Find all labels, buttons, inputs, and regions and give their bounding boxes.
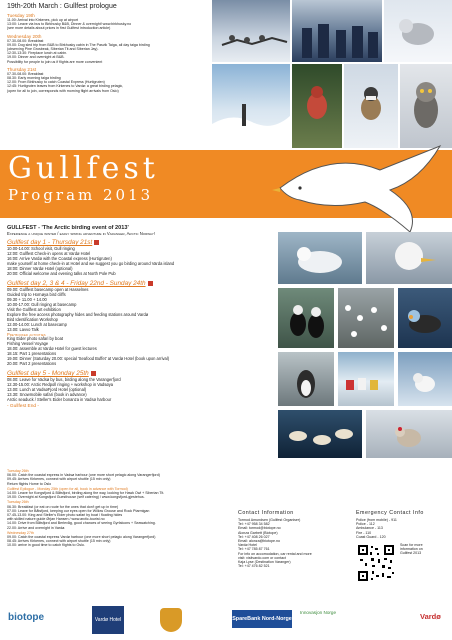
- logo-biotope: biotope: [8, 612, 45, 623]
- program-day-title-text: Gullfest day 2, 3 & 4 - Friday 22nd - Sunday 24th: [7, 279, 146, 287]
- contact-line: Tel: +47 958 34 582: [238, 522, 270, 527]
- contact-line: visit: visitvardo.com or contact: [238, 555, 286, 560]
- program-day-title: [7, 370, 269, 377]
- logo-vardo: Vardø: [420, 612, 441, 621]
- photo-gull-in-snow: [384, 0, 452, 62]
- prologue-day-label: Thursday 21st: [7, 66, 37, 72]
- epilogue-list: [7, 469, 222, 548]
- contact-line: Tel: +47 785 87 761: [238, 547, 270, 552]
- program-line: 12:00: Gullfest Check-in opens at Vardø Hotel: [7, 251, 91, 257]
- emergency-line: Police (from mobile) - 911: [356, 518, 397, 522]
- contact-line: Vardø Hotel: [238, 543, 257, 548]
- photo-dog-sled: [212, 0, 290, 62]
- emergency-line: Police - 112: [356, 522, 375, 527]
- program-line: 10.00-14.00: School visit, Gull ringing: [7, 246, 75, 252]
- epilogue-line: with skilled nature guide Ørjan Hansen / www.arctic-tourist.no: [7, 517, 105, 522]
- program-days: [7, 239, 269, 403]
- contact-line: Email: alonza@biotope.no: [238, 539, 281, 544]
- program-line: Fishing Vessel Voyage: [7, 341, 49, 347]
- program-line: Explore the free access photography hides and feeding stations around Vardø: [7, 311, 149, 317]
- program-line: Visit the Gullfest art exhibition: [7, 306, 61, 312]
- contact-line: Alonza Garbett (Biotope): [238, 530, 278, 535]
- emergency-line: Coast Guard - 120: [356, 534, 386, 539]
- epilogue-line: 06.00: Catch the coastal express in Vadsø harbour (one more short pelagic along Varangerfjord): [7, 473, 160, 478]
- photo-puffins: [278, 288, 334, 348]
- epilogue-line: 10.00: arrive in good time to catch flights to Oslo.: [7, 543, 85, 548]
- epilogue-label: Wednesday 27th: [7, 530, 34, 535]
- emergency-heading: Emergency Contact Info: [356, 510, 424, 516]
- photo-pine-grosbeak: [292, 64, 342, 148]
- day-marker-icon: [148, 281, 153, 286]
- prologue-line: 12:45: Hurtigruten leaves from Kirkenes to Vardø: a great birding pelagic,: [7, 84, 124, 89]
- photo-snowy-landscape: [212, 64, 290, 148]
- program-day-title: [7, 239, 269, 246]
- right-photo-column: [278, 232, 452, 502]
- contact-info: [238, 510, 348, 568]
- prologue-days: [7, 13, 212, 93]
- intro-headline: GULLFEST - 'The Arctic birding event of 2013': [7, 225, 129, 231]
- program-line: 20.00: Part 2 presentations: [7, 361, 57, 367]
- prologue-day-label: Wednesday 20th: [7, 33, 42, 39]
- contact-lines: [238, 518, 348, 568]
- epilogue-line: 08.45: Arrives Kirkenes, connect with airport shuttle (15 min only): [7, 539, 111, 544]
- prologue-line: Possibility for people to join us if flights are more convenient: [7, 59, 103, 64]
- gull-illustration: [270, 140, 445, 240]
- program-line: 18.00: assemble at Vardø Hotel for guest lectures: [7, 346, 97, 352]
- epilogue-label: Tuesday 26th: [7, 500, 29, 505]
- photo-siberian-tit: [344, 64, 398, 148]
- photo-king-eider: [398, 288, 452, 348]
- prologue-line: (open for all to join, corresponds with morning flight arrivals from Oslo): [7, 88, 119, 93]
- top-photo-collage: [212, 0, 452, 150]
- program-line: King Eider photo safari by boat: [7, 336, 63, 342]
- prologue-line: 08.30: Early morning taiga birding: [7, 76, 61, 81]
- photo-stellers-eider: [278, 410, 362, 458]
- program-line: 13.30: Snowmobile safari (book in advance): [7, 392, 87, 398]
- prologue-line: 13:00: Leave via bus to Birkhusky B&B, Dinner & overnight! www.birkhusky.no: [7, 22, 132, 27]
- program-line: Pre-booked activities: [7, 331, 46, 337]
- program-line: 13.00: Lavvo Talk: [7, 326, 39, 332]
- contact-heading: Contact Information: [238, 510, 294, 516]
- prologue-line: 12.00: From Birkhusky to catch Coastal Express (Hurtigruten): [7, 80, 105, 85]
- epilogue-line: 22.00: Arrive and overnight in Vardø.: [7, 525, 66, 530]
- epilogue-line: 07.00: Leave for Båtsfjord, keeping our eyes open for Willow Grouse and Rock Ptarmigan: [7, 508, 150, 513]
- program-line: Bird Identification Workshop: [7, 316, 58, 322]
- program-day-title-text: Gullfest day 5 - Monday 25th: [7, 370, 89, 378]
- intro-tagline: Experience a unique winter / early spring adventure in Varanger, Arctic Norway!: [7, 231, 155, 237]
- epilogue-line: 09.00: Catch the coastal express Vardø harbour (one more short pelagic along Varangerfjord): [7, 535, 156, 540]
- qr-caption: Scan for more information on Gullfest 2013: [400, 543, 423, 556]
- epilogue-line: 19.00: Overnight at Kongsfjord Guesthouse (self catering) / www.kongsfjord-gjestehus.: [7, 495, 145, 500]
- contact-line: Tormod Amundsen (Gullfest Organiser): [238, 518, 301, 522]
- prologue-line: 12:30-13:30: Fireplace lunch at cabin.: [7, 51, 68, 56]
- epilogue-line: 14.00: Leave for Kongsfjord & Båtsfjord, birding along the way, looking for Hawk Owl + Siberian Tit.: [7, 491, 165, 496]
- program-line: 12.00-14.00: Lunch at basecamp: [7, 321, 67, 327]
- gullfest-end: - Gullfest End -: [7, 403, 39, 409]
- program-line: 19.00: Dinner (Saturday 20.00: special 'Seafood Buffet' at Vardø Hotel (book upon arrival): [7, 356, 170, 362]
- prologue-line: 09.00: Dog sled trip from B&B to Birkhusky cabin in The Pasvik Taiga, all day taiga birding: [7, 42, 150, 47]
- prologue-heading: 19th-20th March : Gullfest prologue: [7, 3, 117, 10]
- program-line: 16:00: Arrive Vardø with the Coastal express (Hurtigruten): [7, 256, 112, 262]
- photo-gull-portrait: [366, 232, 452, 284]
- program-line: 18:00: Dinner Vardø Hotel (optional): [7, 266, 73, 272]
- prologue-line: (observing Pine Grosbeak, Siberian Tit and Siberian Jay).: [7, 47, 99, 52]
- contact-line: For info on accomodation, car rental and more: [238, 551, 312, 556]
- program-line: Arctic seaduck / Steller's Eider bonanza in Vadsø harbour: [7, 396, 112, 402]
- event-title: Gullfest: [8, 151, 159, 186]
- prologue-line: 07.30-08.00: Breakfast: [7, 71, 44, 76]
- photo-vardo-coast: [338, 352, 394, 406]
- epilogue-label: Gullfest Epilogue - Monday 25th (open for all, book in advance with Tormod): [7, 486, 128, 491]
- prologue-line: 07.30-08.00: Breakfast: [7, 38, 44, 43]
- photo-birders-group: [292, 0, 382, 62]
- day-marker-icon: [91, 371, 96, 376]
- prologue-section: [7, 3, 212, 93]
- contact-line: Tel: +47 476 82 521: [238, 564, 270, 569]
- photo-snow-bunting: [398, 352, 452, 406]
- prologue-line: 11.00: Arrival into Kirkenes, pick up at airport: [7, 18, 79, 22]
- logo-vardo-hotel: Vardø Hotel: [92, 606, 124, 634]
- prologue-day-label: Tuesday 19th: [7, 13, 35, 18]
- epilogue-line: 07.45-13.00: King and Steller's Eider photo safari by boat / floating hides: [7, 513, 123, 518]
- program-line: 18.15: Part 1 presentations: [7, 351, 57, 357]
- emergency-info: [356, 510, 448, 583]
- program-day-title: [7, 280, 269, 287]
- program-line: Guided trip to Hornøya bird cliffs: [7, 291, 66, 297]
- program-day-title-text: Gullfest day 1 - Thursday 21st: [7, 239, 93, 247]
- photo-glaucous-gull: [278, 232, 362, 284]
- program-subtitle: Program 2013: [8, 186, 154, 204]
- epilogue-line: Return flights Home to Oslo: [7, 481, 52, 486]
- program-line: 09.00: Gullfest basecamp open at Hasselnes: [7, 286, 89, 292]
- emergency-line: Fire - 110: [356, 530, 372, 535]
- program-line: 12.30-15.00: Arctic Redpoll ringing + workshop in Vadsøya: [7, 382, 114, 388]
- epilogue-line: 06.30: Breakfast (or eat on route for the ones that don't get up in time): [7, 504, 119, 509]
- epilogue-line: 14.00: Drive from Båtsfjord and Berlevåg, good chances of seeing Gyrfalcons + Seawatching.: [7, 521, 156, 526]
- contact-line: Kaja Lyse (Destination Varanger): [238, 560, 291, 565]
- sponsor-logos: [0, 600, 452, 640]
- program-main: [7, 225, 269, 410]
- photo-seabird-colony: [338, 288, 394, 348]
- photo-guillemot: [278, 352, 334, 406]
- emergency-line: Ambulance - 113: [356, 526, 383, 531]
- program-line: 08.00: Leave for Vadsø by bus, birding along the Varangerfjord: [7, 377, 121, 383]
- prologue-line: 19.00: Dinner and overnight at B&B.: [7, 55, 65, 60]
- coat-of-arms-icon: [160, 608, 182, 632]
- prologue-line: (see more details about prices in first Gullfest introduction article): [7, 26, 111, 31]
- qr-code-icon[interactable]: [356, 543, 396, 583]
- day-marker-icon: [94, 240, 99, 245]
- program-line: 13.00: Lunch at VadsøFjord Hotel (optional): [7, 387, 87, 393]
- contact-line: Tel: +47 408 26 027: [238, 534, 270, 539]
- epilogue-line: 09.45: Arrives Kirkenes, connect with airport shuttle (15 min only): [7, 477, 111, 482]
- contact-line: Email: tormod@biotope.no: [238, 526, 281, 531]
- program-line: 20:00: Official welcome and evening talks at North Pole Pub: [7, 270, 116, 276]
- photo-hawk-owl: [400, 64, 452, 148]
- program-line: make yourself at home check-in at Hotel and we suggest you go birding around Varda island: [7, 261, 175, 267]
- program-line: 10.00-17.00: Gull ringing at basecamp: [7, 301, 77, 307]
- logo-sparebank: SpareBank Nord-Norge: [232, 610, 292, 628]
- program-line: 09.30 + 11.00 + 14.00: [7, 296, 47, 302]
- qr-block: [356, 543, 448, 583]
- epilogue-section: [7, 468, 222, 548]
- epilogue-label: Tuesday 26th: [7, 469, 29, 473]
- emergency-lines: [356, 518, 448, 539]
- photo-redpoll: [366, 410, 452, 458]
- intro-block: [7, 225, 269, 236]
- logo-innovasjon: Innovasjon Norge: [300, 610, 337, 615]
